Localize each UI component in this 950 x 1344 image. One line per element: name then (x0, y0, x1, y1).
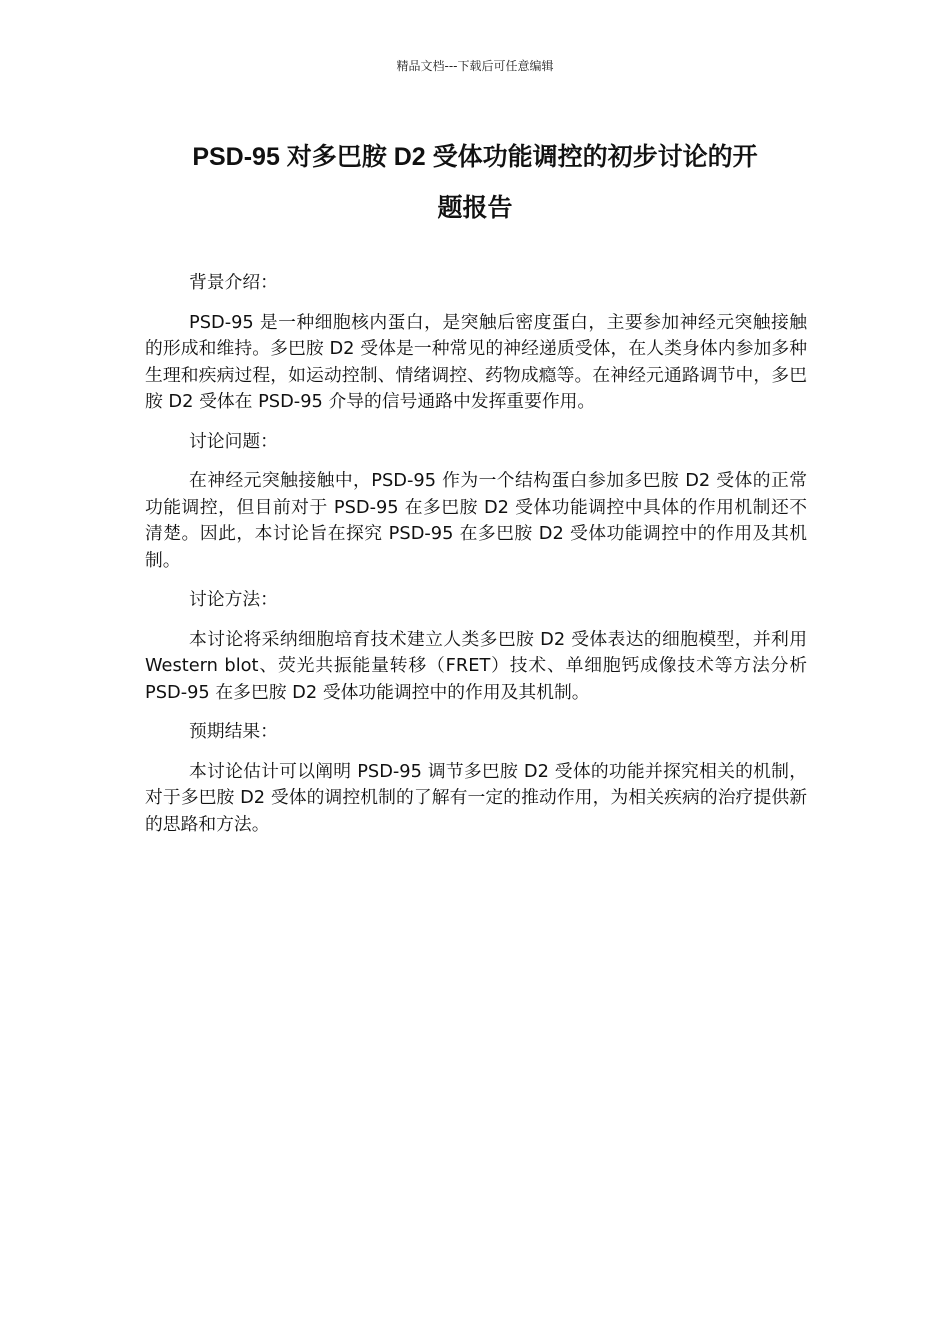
document-title (145, 135, 805, 230)
section-heading-method: 讨论方法： (189, 589, 278, 610)
section-heading-background: 背景介绍： (189, 272, 278, 293)
paragraph-expected-results: 本讨论估计可以阐明 PSD-95 调节多巴胺 D2 受体的功能并探究相关的机制，对于多巴胺 D2 受体的调控机制的了解有一定的推动作用，为相关疾病的治疗提供新的思路和方法。 (145, 760, 807, 835)
section-heading-question: 讨论问题： (189, 430, 278, 452)
document-title-line1: PSD-95 对多巴胺 D2 受体功能调控的初步讨论的开 (192, 143, 758, 171)
header-note: 精品文档---下载后可任意编辑 (396, 59, 554, 73)
document-title-line2: 题报告 (437, 194, 513, 222)
section-heading-expected-results: 预期结果： (189, 721, 278, 742)
paragraph-background: PSD-95 是一种细胞核内蛋白，是突触后密度蛋白，主要参加神经元突触接触的形成和维持。多巴胺 D2 受体是一种常见的神经递质受体，在人类身体内参加多种生理和疾病过程，如运动控制、情绪调控、药物成瘾等。在神经元通路调节中，多巴胺 D2 受体在 PSD-95 介导的信号通路中发挥重要作用。 (145, 311, 807, 412)
paragraph-method: 本讨论将采纳细胞培育技术建立人类多巴胺 D2 受体表达的细胞模型，并利用 Western blot、荧光共振能量转移（FRET）技术、单细胞钙成像技术等方法分析 PSD-95 在多巴胺 D2 受体功能调控中的作用及其机制。 (145, 628, 807, 703)
paragraph-question: 在神经元突触接触中，PSD-95 作为一个结构蛋白参加多巴胺 D2 受体的正常功能调控，但目前对于 PSD-95 在多巴胺 D2 受体功能调控中具体的作用机制还不清楚。因此，本讨论旨在探究 PSD-95 在多巴胺 D2 受体功能调控中的作用及其机制。 (145, 470, 807, 571)
document-body (145, 270, 807, 851)
